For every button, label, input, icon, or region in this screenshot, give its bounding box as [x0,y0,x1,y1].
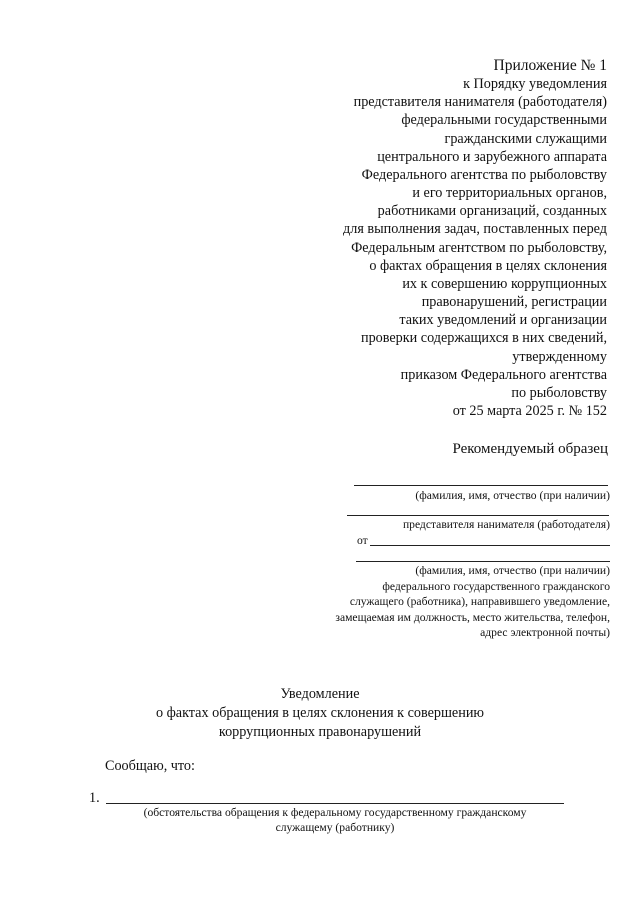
appendix-line: их к совершению коррупционных [402,275,607,292]
appendix-line: правонарушений, регистрации [421,294,607,311]
appendix-line: центрального и зарубежного аппарата [377,148,607,165]
addressee-fio-caption: (фамилия, имя, отчество (при наличии) [415,489,610,502]
notice-title [0,685,640,742]
item-caption [105,805,565,835]
appendix-line: Федеральным агентством по рыболовству, [351,239,607,256]
sender-caption [335,563,610,641]
appendix-line: приказом Федерального агентства [400,366,607,383]
item-caption-line: служащему (работнику) [275,821,395,834]
appendix-line: по рыболовству [511,384,607,401]
addressee-position-line [347,515,609,516]
from-label: от [357,534,368,547]
appendix-line: гражданскими служащими [444,130,607,147]
report-text: Сообщаю, что: [105,758,195,774]
appendix-line: Приложение № 1 [493,57,607,74]
appendix-line: федеральными государственными [401,112,607,129]
addressee-fio-line [354,485,608,486]
appendix-line: от 25 марта 2025 г. № 152 [452,402,607,419]
sender-caption-line: служащего (работника), направившего уведомление, [349,595,610,608]
appendix-line: о фактах обращения в целях склонения [369,257,607,274]
item-fill-line [106,803,564,804]
recommended-sample-label: Рекомендуемый образец [452,441,608,457]
appendix-line: таких уведомлений и организации [399,312,607,329]
item-caption-line: (обстоятельства обращения к федеральному государственному гражданскому [143,806,527,819]
sender-caption-line: федерального государственного гражданского [382,579,610,593]
appendix-line: для выполнения задач, поставленных перед [343,221,607,238]
appendix-line: утвержденному [512,348,607,365]
appendix-line: работниками организаций, созданных [377,203,607,220]
item-number: 1. [89,790,100,806]
appendix-line: и его территориальных органов, [412,185,607,202]
notice-title-line: о фактах обращения в целях склонения к совершению [155,705,485,721]
appendix-line: проверки содержащихся в них сведений, [360,330,607,347]
sender-caption-line: адрес электронной почты) [480,626,610,639]
appendix-line: Федерального агентства по рыболовству [361,166,607,183]
appendix-line: к Порядку уведомления [463,76,607,93]
sender-caption-line: (фамилия, имя, отчество (при наличии) [415,564,610,577]
notice-title-line: коррупционных правонарушений [218,724,422,740]
appendix-header [287,57,607,420]
sender-line-2 [356,561,610,562]
notice-title-line: Уведомление [280,686,360,702]
sender-line-1 [370,545,610,546]
sender-caption-line: замещаемая им должность, место жительства, телефон, [335,610,610,624]
addressee-employer-caption: представителя нанимателя (работодателя) [402,518,610,531]
appendix-line: представителя нанимателя (работодателя) [353,94,607,111]
